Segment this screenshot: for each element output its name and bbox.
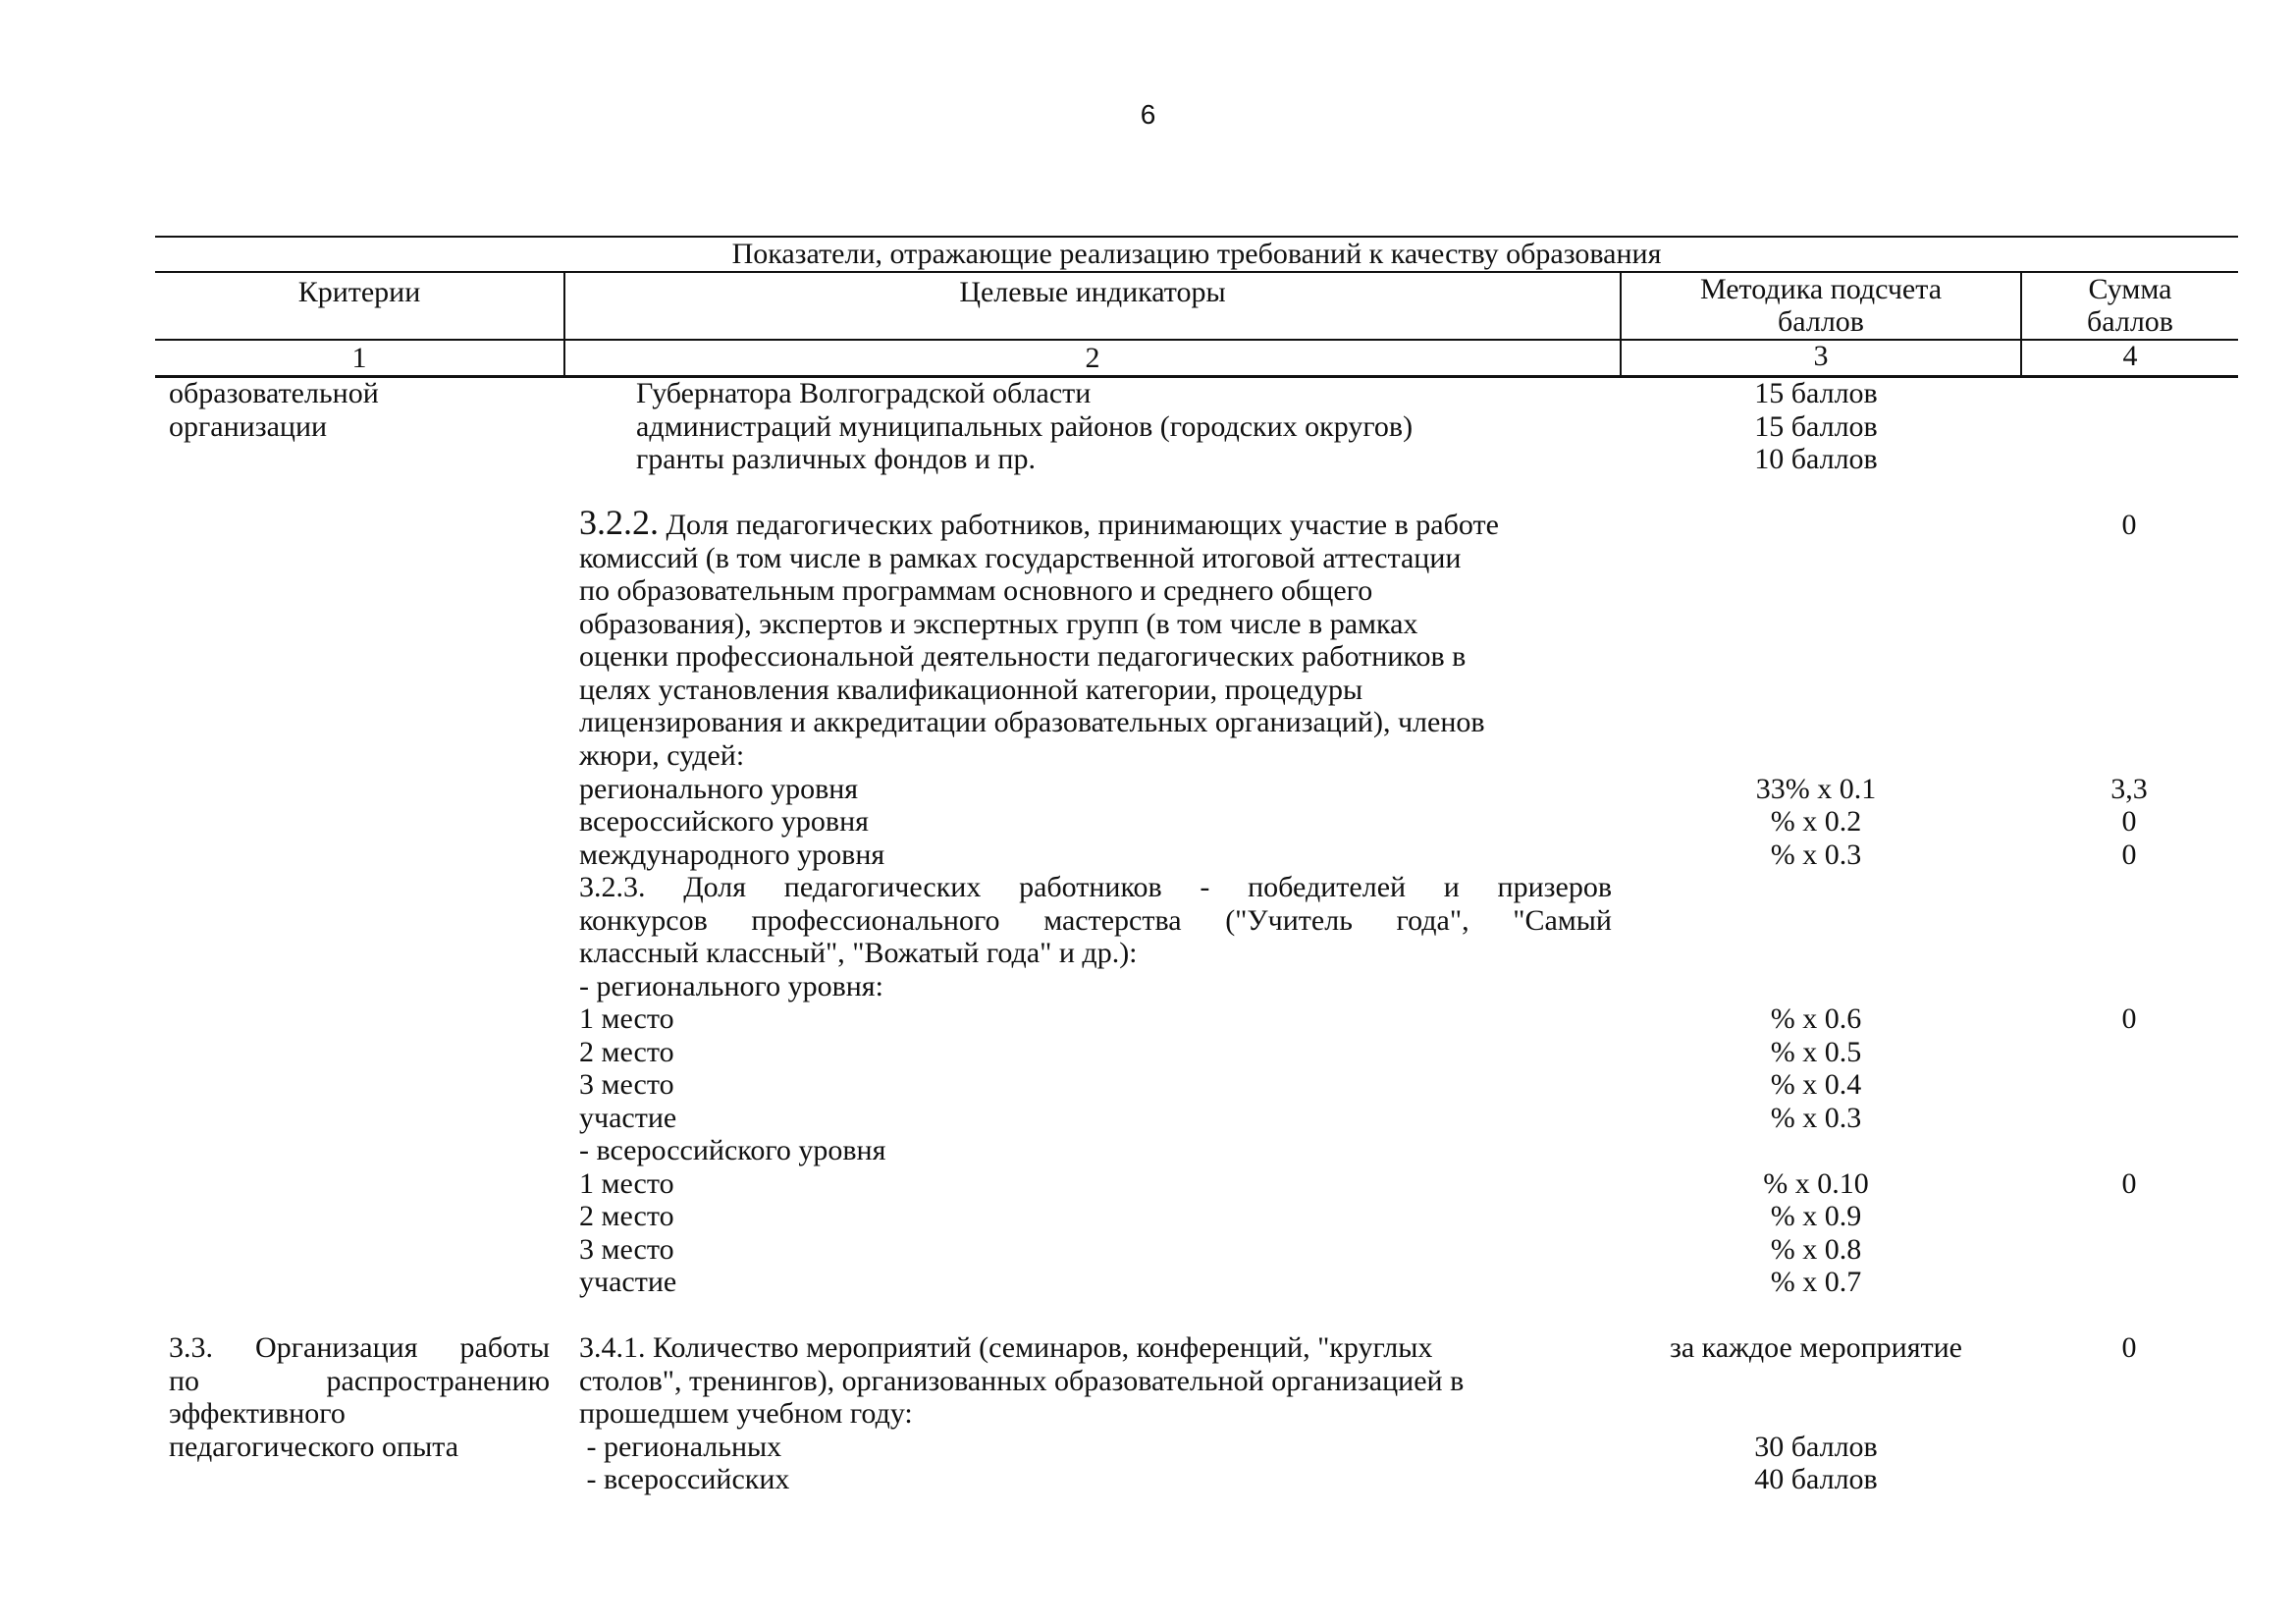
- indicator-line: прошедшем учебном году:: [579, 1397, 913, 1430]
- header-method-line1: Методика подсчета: [1699, 273, 1943, 305]
- regional-sum: 0: [2121, 1002, 2137, 1035]
- indicator-line: образования), экспертов и экспертных групп (в том числе в рамках: [579, 608, 1418, 640]
- level-label: всероссийского уровня: [579, 805, 869, 838]
- event-level-label: - всероссийских: [579, 1463, 790, 1495]
- indicator-line: целях установления квалификационной категории, процедуры: [579, 674, 1363, 706]
- award-label: гранты различных фондов и пр.: [636, 443, 1036, 475]
- place-method: % х 0.10: [1763, 1167, 1869, 1200]
- level-method: % х 0.2: [1770, 805, 1862, 838]
- place-method: % х 0.6: [1770, 1002, 1862, 1035]
- place-label: 2 место: [579, 1036, 674, 1068]
- event-method: за каждое мероприятие: [1670, 1331, 1962, 1364]
- level-label: международного уровня: [579, 839, 885, 871]
- indicator-line: оценки профессиональной деятельности педагогических работников в: [579, 640, 1467, 673]
- header-criteria: Критерии: [297, 276, 421, 308]
- event-sum: 0: [2121, 1331, 2137, 1364]
- place-method: % х 0.9: [1770, 1200, 1862, 1232]
- indicator-line-justified: 3.2.3. Доля педагогических работников - победителей и призеров: [579, 871, 1612, 903]
- criteria-line: педагогического опыта: [169, 1431, 459, 1463]
- indicator-line: по образовательным программам основного и среднего общего: [579, 574, 1373, 607]
- header-indicators: Целевые индикаторы: [959, 276, 1226, 308]
- event-level-method: 40 баллов: [1754, 1463, 1878, 1495]
- place-label: 1 место: [579, 1002, 674, 1035]
- indicator-text: Доля педагогических работников, принимающих участие в работе: [659, 509, 1499, 541]
- place-label: участие: [579, 1266, 677, 1298]
- col-number-1: 1: [351, 342, 367, 374]
- level-sum: 3,3: [2110, 773, 2148, 805]
- page-number: 6: [1140, 99, 1156, 130]
- criteria-line: эффективного: [169, 1397, 346, 1430]
- level-method: 33% х 0.1: [1755, 773, 1877, 805]
- place-method: % х 0.7: [1770, 1266, 1862, 1298]
- award-method: 10 баллов: [1754, 443, 1878, 475]
- place-method: % х 0.4: [1770, 1068, 1862, 1101]
- indicator-3-2-2-first-line: [579, 503, 1499, 542]
- criteria-line: организации: [169, 410, 328, 443]
- indicator-line: комиссий (в том числе в рамках государственной итоговой аттестации: [579, 542, 1462, 574]
- section-title: Показатели, отражающие реализацию требований к качеству образования: [731, 238, 1662, 270]
- place-method: % х 0.3: [1770, 1102, 1862, 1134]
- col-number-4: 4: [2122, 340, 2138, 372]
- regional-heading: - регионального уровня:: [579, 970, 883, 1002]
- criteria-line-justified: по распространению: [169, 1365, 550, 1397]
- criteria-line: образовательной: [169, 377, 379, 409]
- header-method-line2: баллов: [1778, 305, 1864, 338]
- place-label: 3 место: [579, 1233, 674, 1266]
- indicator-line-justified: конкурсов профессионального мастерства ("Учитель года", "Самый: [579, 904, 1612, 937]
- award-label: администраций муниципальных районов (городских округов): [636, 410, 1414, 443]
- event-level-method: 30 баллов: [1754, 1431, 1878, 1463]
- place-method: % х 0.8: [1770, 1233, 1862, 1266]
- place-method: % х 0.5: [1770, 1036, 1862, 1068]
- award-method: 15 баллов: [1754, 410, 1878, 443]
- award-label: Губернатора Волгоградской области: [636, 377, 1092, 409]
- indicator-line: лицензирования и аккредитации образовательных организаций), членов: [579, 706, 1485, 738]
- level-label: регионального уровня: [579, 773, 859, 805]
- federal-sum: 0: [2121, 1167, 2137, 1200]
- indicator-number: 3.2.2.: [579, 503, 659, 542]
- criteria-line-justified: 3.3. Организация работы: [169, 1331, 550, 1364]
- place-label: 3 место: [579, 1068, 674, 1101]
- col-number-3: 3: [1813, 340, 1829, 372]
- indicator-line: столов", тренингов), организованных образовательной организацией в: [579, 1365, 1465, 1397]
- level-method: % х 0.3: [1770, 839, 1862, 871]
- header-method: [1622, 273, 2020, 338]
- header-sum: [2022, 273, 2238, 338]
- award-method: 15 баллов: [1754, 377, 1878, 409]
- indicator-line: 3.4.1. Количество мероприятий (семинаров, конференций, "круглых: [579, 1331, 1433, 1364]
- indicator-line: жюри, судей:: [579, 739, 745, 772]
- level-sum: 0: [2121, 839, 2137, 871]
- federal-heading: - всероссийского уровня: [579, 1134, 886, 1166]
- sum-3-2-2: 0: [2121, 509, 2137, 541]
- level-sum: 0: [2121, 805, 2137, 838]
- header-sum-line1: Сумма: [2088, 273, 2172, 305]
- place-label: 2 место: [579, 1200, 674, 1232]
- header-sum-line2: баллов: [2087, 305, 2173, 338]
- place-label: 1 место: [579, 1167, 674, 1200]
- event-level-label: - региональных: [579, 1431, 782, 1463]
- place-label: участие: [579, 1102, 677, 1134]
- indicator-line: классный классный", "Вожатый года" и др.):: [579, 937, 1138, 969]
- col-number-2: 2: [1085, 342, 1100, 374]
